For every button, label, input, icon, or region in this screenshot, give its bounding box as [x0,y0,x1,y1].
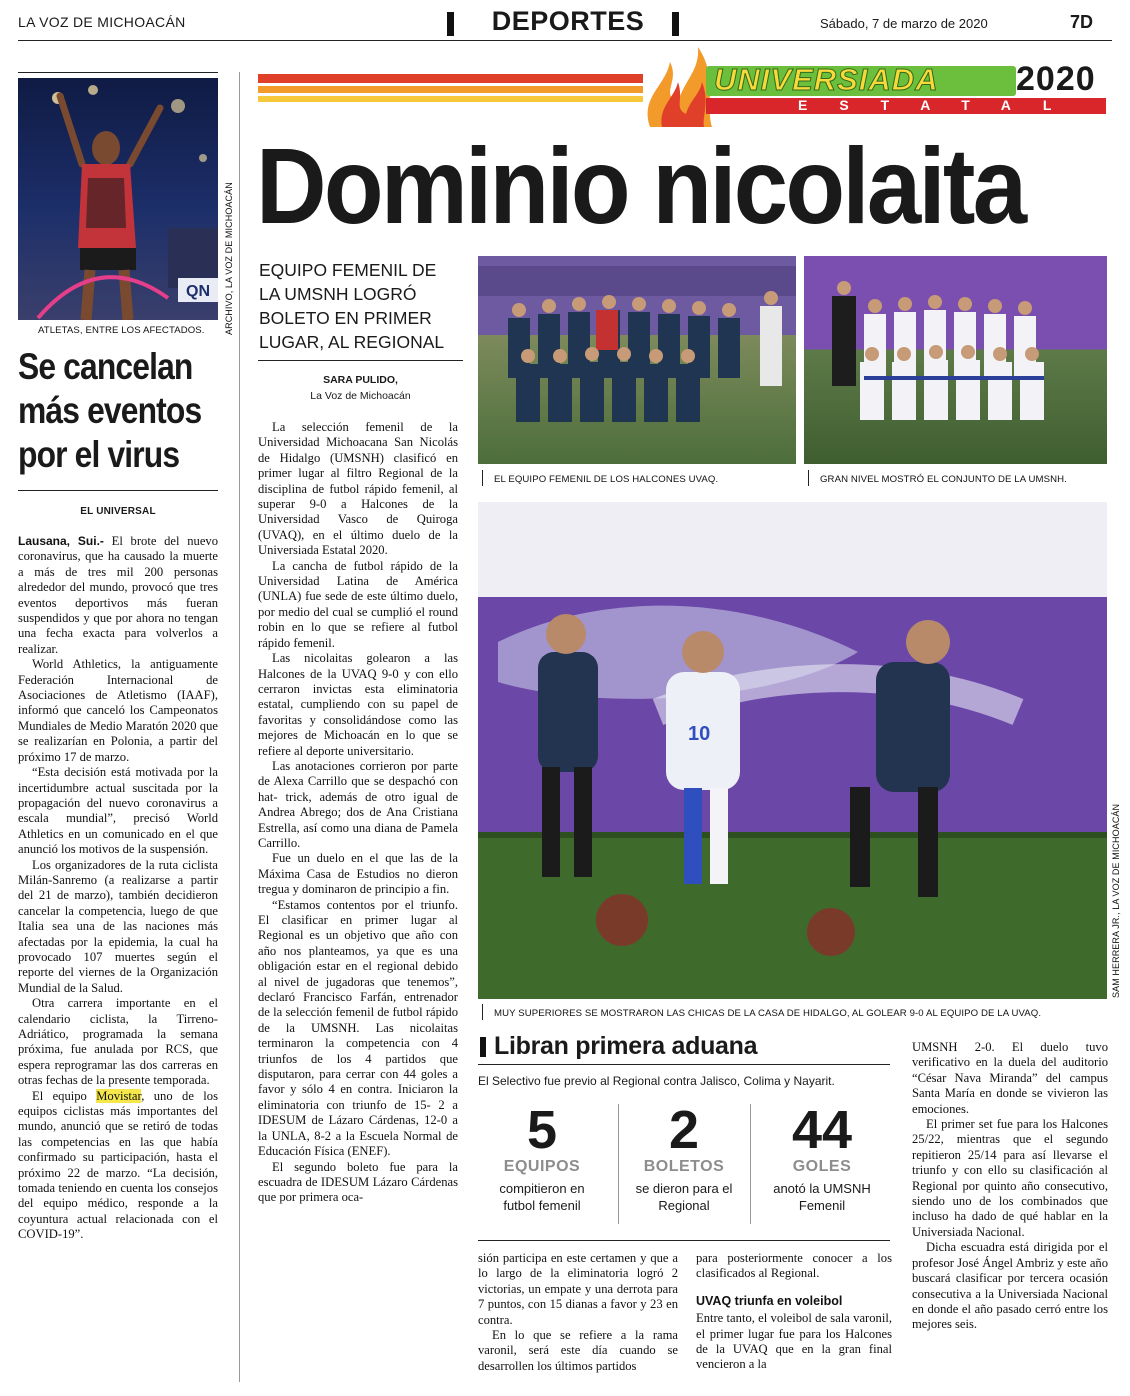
highlighted-word: Movistar [96,1088,142,1103]
photo3-caption-mark [482,1004,483,1020]
athlete-photo-caption: ATLETAS, ENTRE LOS AFECTADOS. [38,325,205,336]
bottom-col-2-subhead: UVAQ triunfa en voleibol [696,1293,843,1308]
bottom-col-1 [478,1251,678,1381]
main-paragraph-6: “Estamos contentos por el triunfo. El clasificar en primer lugar al Regional es un objetivo que año con año nos planteamos, ya que es una obligación estar en el regional debido al nivel de jugadoras que tenemos”, declaró Francisco Farfán, entrenador de la selección femenil de futbol rápido de la UMSNH. Las nicolaitas terminaron la competencia con 4 triunfos de los 4 partidos que disputaron, para cerrar con 44 goles a favor y sólo 4 en contra. Iniciaron la eliminatoria con triunfo de 15- 2 a IDESUM de Lázaro Cárdenas, 12-0 a la UNLA, 8-2 a la Escuela Normal de Educación Física (ENEF). [258,897,458,1159]
athlete-photo-credit: ARCHIVO, LA VOZ DE MICHOACÁN [224,182,234,335]
stat-goles-desc: anotó la UMSNH Femenil [773,1181,871,1213]
sidebar-byline: EL UNIVERSAL [80,506,156,517]
team-photo-umsnh-caption: GRAN NIVEL MOSTRÓ EL CONJUNTO DE LA UMSNH. [820,474,1067,485]
team-uvaq-illustration [478,256,796,464]
stat-equipos-label: EQUIPOS [503,1158,581,1175]
main-paragraph-1: La selección femenil de la Universidad Michoacana San Nicolás de Hidalgo (UMSNH) clasificó en primer lugar al filtro Regional de la disciplina de futbol rápido femenil, al superar 9-0 a Halcones de la Universidad Vasco de Quiroga (UVAQ), en el último duelo de la Universiada Estatal 2020. [258,420,458,558]
stat-goles [754,1102,890,1222]
main-paragraph-3: Las nicolaitas golearon a las Halcones de la UVAQ 9-0 y con ello cerraron invictas esta eliminatoria estatal, cumpliendo con su papel de favoritas y consolidándose como las mejores de Michoacán en lo que se refiere al deporte universitario. [258,651,458,758]
stat-boletos-desc: se dieron para el Regional [635,1181,733,1213]
main-paragraph-7: El segundo boleto fue para la escuadra de IDESUM Lázaro Cárdenas que por primera oca- [258,1159,458,1205]
infobox-title: Libran primera aduana [494,1032,758,1060]
stat-boletos-label: BOLETOS [643,1158,725,1175]
sidebar-paragraph-3: “Esta decisión está motivada por la incertidumbre actual suscitada por la propagación del nuevo coronavirus a escala mundial”, precisó World Athletics en un comunicado en el que anunció los motivos de la suspensión. [18,765,218,857]
action-photo [478,502,1107,999]
photo2-caption-mark [808,470,809,486]
logo-stripe-orange [258,86,643,93]
action-photo-caption: MUY SUPERIORES SE MOSTRARON LAS CHICAS DE LA CASA DE HIDALGO, AL GOLEAR 9-0 AL EQUIPO DE LA UVAQ. [494,1008,1042,1019]
bottom-col-1-paragraph-1: sión participa en este certamen y que a lo largo de la eliminatoria logró 2 victorias, un empate y una derrota para 7 puntos, con 15 dianas a favor y 23 en contra. [478,1251,678,1327]
main-headline: Dominio nicolaita [256,125,1025,246]
main-byline: SARA PULIDO, [323,374,398,386]
bottom-col-2-paragraph-1: para posteriormente conocer a los clasificados al Regional. [696,1251,892,1281]
photo1-caption-mark [482,470,483,486]
right-column-paragraph-2: El primer set fue para los Halcones 25/22, mientras que el segundo repitieron 25/14 para así llevarse el triunfo y con ello su clasificación al Regional por quinto año consecutivo, siendo uno de los combinados que incluso ha dado de qué hablar en la Universiada Nacional. [912,1117,1108,1239]
bottom-col-2-paragraph-2: Entre tanto, el voleibol de sala varonil, el primer lugar fue para los Halcones de la UVAQ que en la gran final vencieron a la [696,1311,892,1372]
team-photo-umsnh [804,256,1107,464]
logo-subtitle: ESTATAL [798,97,1084,113]
paper-name: LA VOZ DE MICHOACÁN [18,14,186,30]
infobox-bottom-rule [478,1240,890,1241]
sidebar-paragraph-1: Lausana, Sui.- El brote del nuevo coronavirus, que ha causado la muerte a más de tres mil 200 personas alrededor del mundo, provocó que tres eventos deportivos más fueran suspendidos y que por ahora no tengan una fecha exacta para volverlos a realizar. [18,534,218,656]
main-byline-outlet: La Voz de Michoacán [310,390,411,402]
sidebar-headline-line-1: Se cancelan [18,346,193,387]
header-rule [18,40,1112,41]
stat-divider-2 [750,1104,751,1224]
svg-text:QN: QN [186,283,210,300]
right-column-paragraph-3: Dicha escuadra está dirigida por el profesor José Ángel Ambriz y este año buscará clasificar por tercera ocasión consecutiva a la Universiada Nacional en donde el año pasado cerró entre los mejores seis. [912,1240,1108,1332]
athlete-illustration [18,78,218,320]
header-date: Sábado, 7 de marzo de 2020 [820,16,988,31]
sidebar-headline-line-3: por el virus [18,434,180,475]
column-divider [239,72,240,1382]
action-photo-credit: SAM HERRERA JR., LA VOZ DE MICHOACÁN [1111,803,1121,998]
main-paragraph-5: Fue un duelo en el que las de la Máxima Casa de Estudios no dieron tregua y dominaron de principio a fin. [258,851,458,897]
sidebar-headline [18,345,202,477]
sidebar-dateline: Lausana, Sui.- [18,534,104,548]
sidebar-article [18,534,218,1384]
universiada-logo [258,48,1113,128]
team-photo-uvaq-caption: EL EQUIPO FEMENIL DE LOS HALCONES UVAQ. [494,474,719,485]
main-paragraph-4: Las anotaciones corrieron por parte de Alexa Carrillo que se despachó con hat- trick, además de otro igual de Andrea Abrego; dos de Ana Cristiana Estrella, así como una diana de Pamela Carrillo. [258,758,458,850]
sidebar-paragraph-5: Otra carrera importante en el calendario ciclista, la Tirreno-Adriático, programada la semana próxima, fue anulada por RCS, que espera reprogramar las dos carreras en otras fechas de la presente temporada. [18,996,218,1088]
sidebar-top-rule [18,72,218,73]
sidebar-paragraph-2: World Athletics, la antiguamente Federación Internacional de Asociaciones de Atletismo (IAAF), informó que canceló los Campeonatos Mundiales de Medio Maratón 2020 que se realizarían en Polonia, a partir del próximo 17 de marzo. [18,657,218,764]
section-bar-left [447,12,454,36]
infobox-subtitle: El Selectivo fue previo al Regional contra Jalisco, Colima y Nayarit. [478,1074,835,1088]
logo-stripe-yellow [258,96,643,102]
infobox-title-mark [480,1037,486,1057]
main-article [258,420,458,1355]
infobox-title-rule [478,1064,890,1065]
sidebar-headline-line-2: más eventos [18,390,202,431]
team-umsnh-illustration [804,256,1107,464]
team-photo-uvaq [478,256,796,464]
jersey-number: 10 [688,723,711,745]
action-illustration [478,502,1107,999]
logo-stripe-red [258,74,643,83]
stat-divider-1 [618,1104,619,1224]
right-column-paragraph-1: UMSNH 2-0. El duelo tuvo verificativo en la duela del auditorio “César Nava Miranda” del campus Santa María en donde se vivieron las emociones. [912,1040,1108,1116]
right-column [912,1040,1108,1384]
section-bar-right [672,12,679,36]
main-paragraph-2: La cancha de futbol rápido de la Universidad Latina de América (UNLA) fue sede de este último duelo, por medio del cual se cumplió el round robin en lo que se refiere al futbol rápido femenil. [258,558,458,650]
deck-rule [258,360,463,361]
sidebar-paragraph-6: El equipo Movistar, uno de los equipos ciclistas más importantes del mundo, anunció que se retiró de todas las competencias en las que había confirmado su participación, hasta el próximo 22 de marzo. “La decisión, tomada teniendo en cuenta los consejos del equipo médico, responde a la coyuntura actual relacionada con el COVID-19”. [18,1088,218,1242]
logo-year: 2020 [1016,60,1096,98]
bottom-col-2 [696,1251,892,1381]
logo-title: UNIVERSIADA [714,62,939,97]
stat-equipos-desc: compitieron en futbol femenil [499,1181,585,1213]
infobox [478,1030,890,1230]
stat-boletos [620,1102,748,1222]
page-number: 7D [1070,12,1094,32]
stat-goles-label: GOLES [792,1158,852,1175]
section-title: DEPORTES [491,6,645,36]
stat-boletos-number: 2 [668,1100,700,1160]
main-deck: EQUIPO FEMENIL DE LA UMSNH LOGRÓ BOLETO EN PRIMER LUGAR, AL REGIONAL [259,260,445,352]
athlete-photo [18,78,218,320]
stat-equipos-number: 5 [526,1100,558,1160]
sidebar-headline-rule [18,490,218,491]
sidebar-paragraph-4: Los organizadores de la ruta ciclista Milán-Sanremo (a realizarse a partir del 21 de marzo), también decidieron cancelar la competencia, luego de que Italia sea una de las naciones más afectadas por la epidemia, la cual ha provocado 107 muertes según el reporte del viernes de la Organización Mundial de la Salud. [18,857,218,995]
stat-equipos [478,1102,606,1222]
bottom-col-1-paragraph-2: En lo que se refiere a la rama varonil, será este día cuando se desarrollen los últimos partidos [478,1328,678,1373]
stat-goles-number: 44 [791,1100,853,1160]
